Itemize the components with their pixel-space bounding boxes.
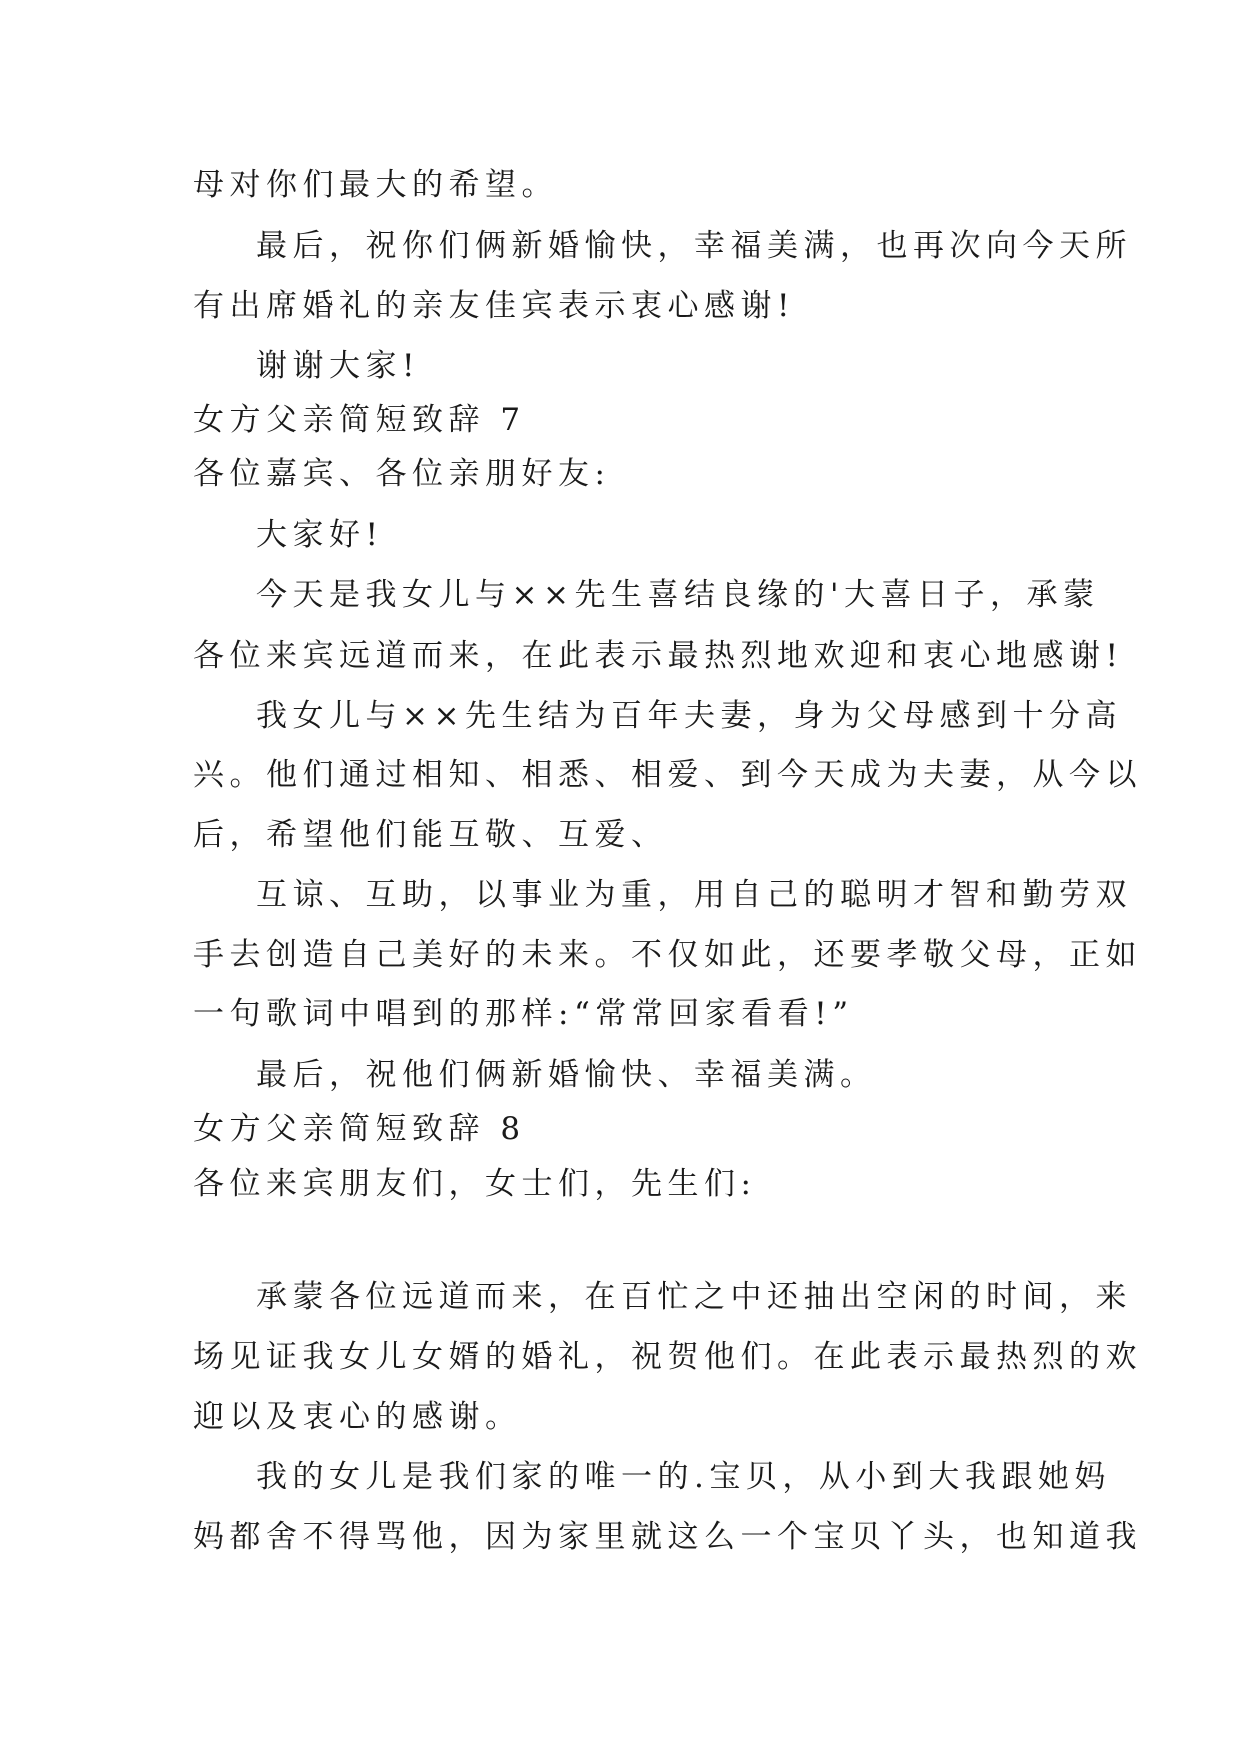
text-line: 妈都舍不得骂他，因为家里就这么一个宝贝丫头，也知道我 [193,1519,1142,1555]
text-line: 大家好! [256,517,384,553]
text-line: 我女儿与××先生结为百年夫妻，身为父母感到十分高 [256,698,1122,734]
greeting-line: 各位来宾朋友们，女士们，先生们: [193,1166,757,1202]
section-heading: 女方父亲简短致辞 8 [193,1111,526,1147]
text-line: 最后，祝你们俩新婚愉快，幸福美满，也再次向今天所 [256,228,1132,264]
text-line: 兴。他们通过相知、相悉、相爱、到今天成为夫妻，从今以 [193,757,1142,793]
text-line: 今天是我女儿与××先生喜结良缘的'大喜日子，承蒙 [256,577,1100,613]
text-line: 迎以及衷心的感谢。 [193,1399,522,1435]
text-line: 母对你们最大的希望。 [193,167,558,203]
text-line: 手去创造自己美好的未来。不仅如此，还要孝敬父母，正如 [193,937,1142,973]
text-line: 各位来宾远道而来，在此表示最热烈地欢迎和衷心地感谢! [193,638,1124,674]
text-line: 场见证我女儿女婿的婚礼，祝贺他们。在此表示最热烈的欢 [193,1339,1142,1375]
greeting-line: 各位嘉宾、各位亲朋好友: [193,456,611,492]
text-line: 谢谢大家! [256,348,420,384]
text-line: 后，希望他们能互敬、互爱、 [193,817,668,853]
text-line: 有出席婚礼的亲友佳宾表示衷心感谢! [193,288,795,324]
text-line: 承蒙各位远道而来，在百忙之中还抽出空闲的时间，来 [256,1279,1132,1315]
text-line: 最后，祝他们俩新婚愉快、幸福美满。 [256,1057,877,1093]
section-heading: 女方父亲简短致辞 7 [193,402,526,438]
text-line: 我的女儿是我们家的唯一的.宝贝，从小到大我跟她妈 [256,1459,1111,1495]
text-line: 一句歌词中唱到的那样:“常常回家看看!” [193,996,854,1032]
text-line: 互谅、互助，以事业为重，用自己的聪明才智和勤劳双 [256,877,1132,913]
